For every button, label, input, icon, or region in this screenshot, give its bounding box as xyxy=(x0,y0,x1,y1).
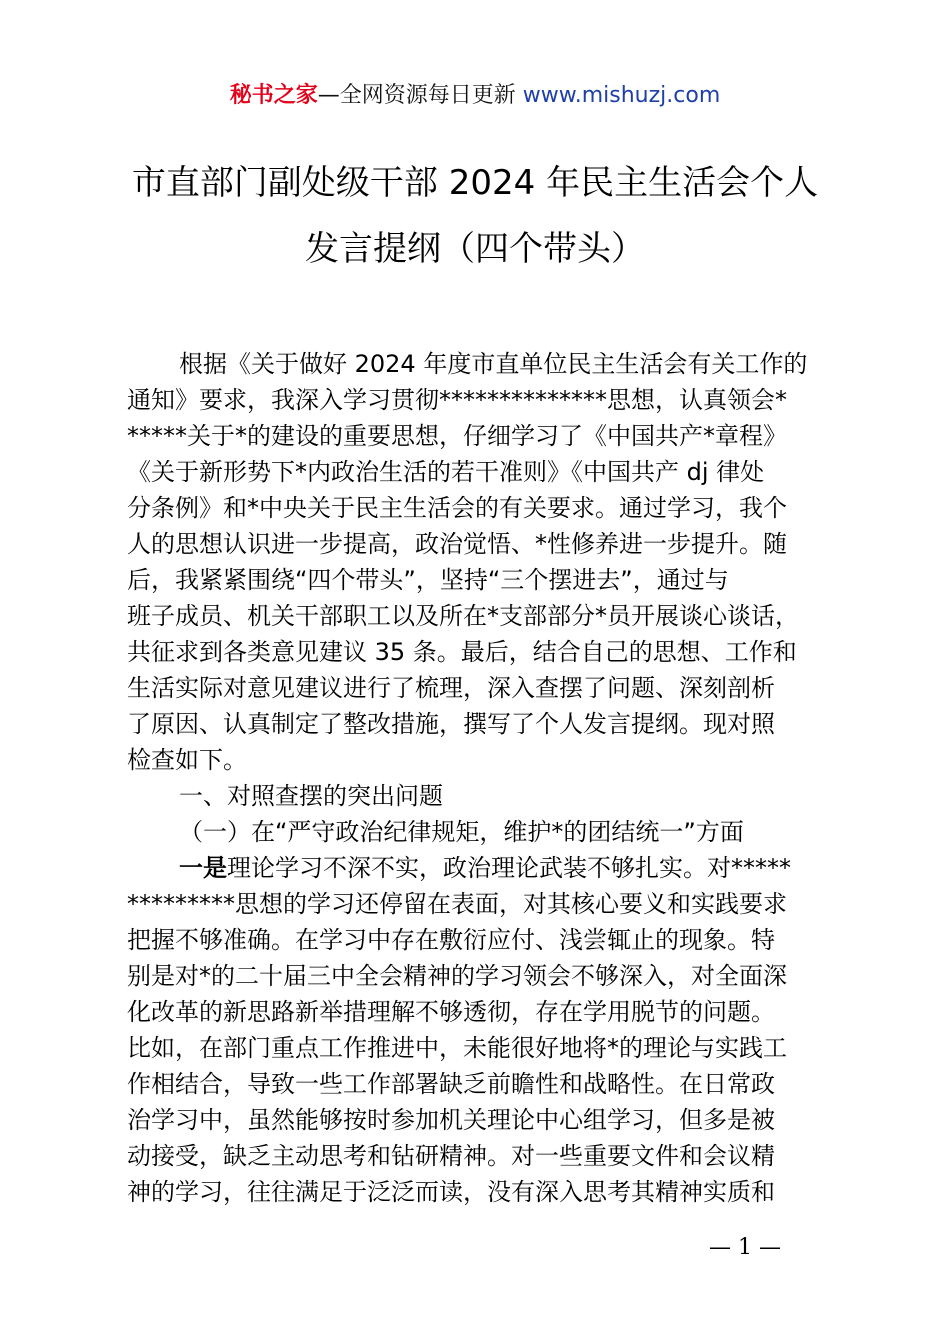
body-line: 共征求到各类意见建议 35 条。最后，结合自己的思想、工作和 xyxy=(127,638,797,666)
point-text: 理论学习不深不实，政治理论武装不够扎实。对***** xyxy=(227,854,791,882)
body-line: *********思想的学习还停留在表面，对其核心要义和实践要求 xyxy=(127,890,787,918)
body-line: 生活实际对意见建议进行了梳理，深入查摆了问题、深刻剖析 xyxy=(127,674,775,702)
section-heading: 一、对照查摆的突出问题 xyxy=(179,782,443,810)
body-line: 《关于新形势下*内政治生活的若干准则》《中国共产 dj 律处 xyxy=(127,458,765,486)
body-line: 别是对*的二十届三中全会精神的学习领会不够深入，对全面深 xyxy=(127,962,787,990)
site-header xyxy=(0,80,950,112)
body-line: 治学习中，虽然能够按时参加机关理论中心组学习，但多是被 xyxy=(127,1106,775,1134)
page-number: — 1 — xyxy=(709,1235,781,1260)
body-line xyxy=(127,850,839,886)
document-title-line-2: 发言提纲（四个带头） xyxy=(305,229,645,269)
body-line: 把握不够准确。在学习中存在敷衍应付、浅尝辄止的现象。特 xyxy=(127,926,775,954)
document-title-line-1: 市直部门副处级干部 2024 年民主生活会个人 xyxy=(131,163,819,203)
site-brand: 秘书之家 xyxy=(229,83,318,108)
site-url-link[interactable]: www.mishuzj.com xyxy=(522,83,721,108)
body-line: 作相结合，导致一些工作部署缺乏前瞻性和战略性。在日常政 xyxy=(127,1070,775,1098)
body-line: 神的学习，往往满足于泛泛而读，没有深入思考其精神实质和 xyxy=(127,1178,775,1206)
body-line: 了原因、认真制定了整改措施，撰写了个人发言提纲。现对照 xyxy=(127,710,775,738)
body-line: 通知》要求，我深入学习贯彻**************思想，认真领会* xyxy=(127,386,787,414)
body-line: 班子成员、机关干部职工以及所在*支部部分*员开展谈心谈话， xyxy=(127,602,799,630)
point-lead: 一是 xyxy=(179,854,227,882)
body-line: 分条例》和*中央关于民主生活会的有关要求。通过学习，我个 xyxy=(127,494,787,522)
body-line: 后，我紧紧围绕“四个带头”，坚持“三个摆进去”，通过与 xyxy=(127,566,729,594)
document-body xyxy=(127,346,839,1210)
body-line: 人的思想认识进一步提高，政治觉悟、*性修养进一步提升。随 xyxy=(127,530,787,558)
body-line: *****关于*的建设的重要思想，仔细学习了《中国共产*章程》 xyxy=(127,422,787,450)
body-line: 动接受，缺乏主动思考和钻研精神。对一些重要文件和会议精 xyxy=(127,1142,775,1170)
subsection-heading: （一）在“严守政治纪律规矩，维护*的团结统一”方面 xyxy=(179,818,744,846)
body-line: 化改革的新思路新举措理解不够透彻，存在学用脱节的问题。 xyxy=(127,998,775,1026)
body-line: 检查如下。 xyxy=(127,746,247,774)
body-line: 比如，在部门重点工作推进中，未能很好地将*的理论与实践工 xyxy=(127,1034,787,1062)
site-slogan: —全网资源每日更新 xyxy=(317,83,523,108)
body-line: 根据《关于做好 2024 年度市直单位民主生活会有关工作的 xyxy=(179,350,808,378)
